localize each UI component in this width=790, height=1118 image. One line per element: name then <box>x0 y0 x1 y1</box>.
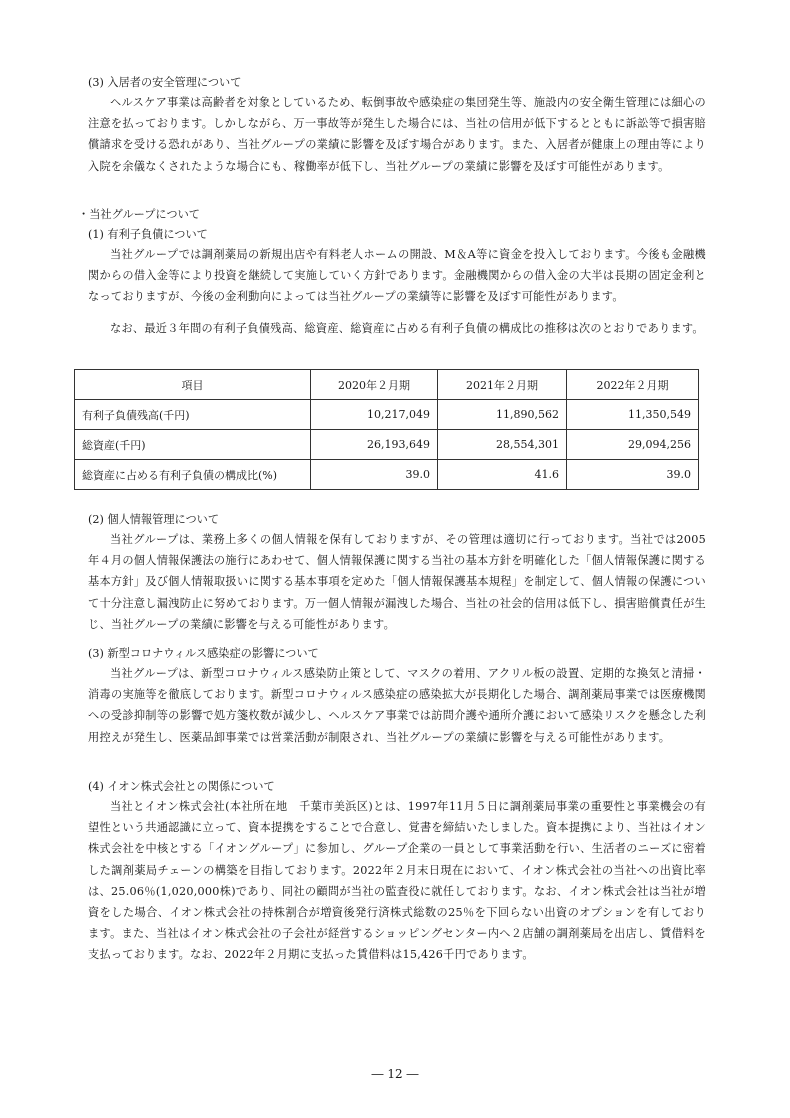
table-cell: 10,217,049 <box>311 400 438 430</box>
table-row <box>75 430 699 460</box>
table-cell: 39.0 <box>567 460 699 490</box>
table-cell: 29,094,256 <box>567 430 699 460</box>
table-row-label: 総資産に占める有利子負債の構成比(%) <box>75 460 311 490</box>
table-cell: 28,554,301 <box>438 430 567 460</box>
page-number: ― 12 ― <box>371 1067 419 1081</box>
table-cell: 11,890,562 <box>438 400 567 430</box>
table-header-row <box>75 370 699 400</box>
debt-ratio-table <box>74 369 699 490</box>
section-body-debt-table-intro: なお、最近３年間の有利子負債残高、総資産、総資産に占める有利子負債の構成比の推移は次のとおりであります。 <box>110 322 704 335</box>
section-body-aeon-relationship: 当社とイオン株式会社(本社所在地 千葉市美浜区)とは、1997年11月５日に調剤薬局事業の重要性と事業機会の有望性という共通認識に立って、資本提携をすることで合意し、覚書を締結いたしました。資本提携により、当社はイオン株式会社を中核とする「イオングループ」に参加し、グループ企業の一員として事業活動を行い、生活者のニーズに密着した調剤薬局チェーンの構築を目指しております。2022年２月末日現在において、イオン株式会社の当社への出資比率は、25.06％(1,020,000株)であり、同社の顧問が当社の監査役に就任しております。なお、イオン株式会社は当社が増資をした場合、イオン株式会社の持株割合が増資後発行済株式総数の25％を下回らない出資のオプションを有しております。また、当社はイオン株式会社の子会社が経営するショッピングセンター内へ２店舗の調剤薬局を出店し、賃借料を支払っております。なお、2022年２月期に支払った賃借料は15,426千円であります。 <box>88 800 706 962</box>
table-row <box>75 460 699 490</box>
section-body-covid: 当社グループは、新型コロナウィルス感染防止策として、マスクの着用、アクリル板の設置、定期的な換気と清掃・消毒の実施等を徹底しております。新型コロナウィルス感染症の感染拡大が長期化した場合、調剤薬局事業では医療機関への受診抑制等の影響で処方箋枚数が減少し、ヘルスケア事業では訪問介護や通所介護において感染リスクを懸念した利用控えが発生し、医薬品卸事業では営業活動が制限され、当社グループの業績に影響を与える可能性があります。 <box>88 667 706 744</box>
table-header-fy2021: 2021年２月期 <box>438 370 567 400</box>
section-body-personal-info: 当社グループは、業務上多くの個人情報を保有しておりますが、その管理は適切に行っております。当社では2005年４月の個人情報保護法の施行にあわせて、個人情報保護に関する当社の基本方針を明確化した「個人情報保護に関する基本方針」及び個人情報取扱いに関する基本事項を定めた「個人情報保護基本規程」を制定して、個人情報の保護について十分注意し漏洩防止に努めております。万一個人情報が漏洩した場合、当社の社会的信用は低下し、損害賠償責任が生じ、当社グループの業績に影響を与える可能性があります。 <box>88 533 706 631</box>
section-heading-resident-safety: (3) 入居者の安全管理について <box>88 76 242 89</box>
table-row-label: 総資産(千円) <box>75 430 311 460</box>
table-header-fy2020: 2020年２月期 <box>311 370 438 400</box>
section-heading-interest-bearing-debt: (1) 有利子負債について <box>88 228 208 241</box>
section-heading-aeon-relationship: (4) イオン株式会社との関係について <box>88 780 275 793</box>
table-row-label: 有利子負債残高(千円) <box>75 400 311 430</box>
table-header-fy2022: 2022年２月期 <box>567 370 699 400</box>
section-body-resident-safety: ヘルスケア事業は高齢者を対象としているため、転倒事故や感染症の集団発生等、施設内の安全衛生管理には細心の注意を払っております。しかしながら、万一事故等が発生した場合には、当社の信用が低下するとともに訴訟等で損害賠償請求を受ける恐れがあり、当社グループの業績に影響を及ぼす場合があります。また、入居者が健康上の理由等により入院を余儀なくされたような場合にも、稼働率が低下し、当社グループの業績に影響を及ぼす可能性があります。 <box>88 96 706 173</box>
section-heading-covid: (3) 新型コロナウィルス感染症の影響について <box>88 647 319 660</box>
table-cell: 11,350,549 <box>567 400 699 430</box>
group-section-heading: ・当社グループについて <box>78 208 200 221</box>
table-row <box>75 400 699 430</box>
table-header-item: 項目 <box>75 370 311 400</box>
table-cell: 39.0 <box>311 460 438 490</box>
section-body-interest-bearing-debt: 当社グループでは調剤薬局の新規出店や有料老人ホームの開設、M＆A等に資金を投入しております。今後も金融機関からの借入金等により投資を継続して実施していく方針であります。金融機関からの借入金の大半は長期の固定金利となっておりますが、今後の金利動向によっては当社グループの業績等に影響を及ぼす可能性があります。 <box>88 248 706 304</box>
table-cell: 26,193,649 <box>311 430 438 460</box>
section-heading-personal-info: (2) 個人情報管理について <box>88 513 220 526</box>
table-cell: 41.6 <box>438 460 567 490</box>
